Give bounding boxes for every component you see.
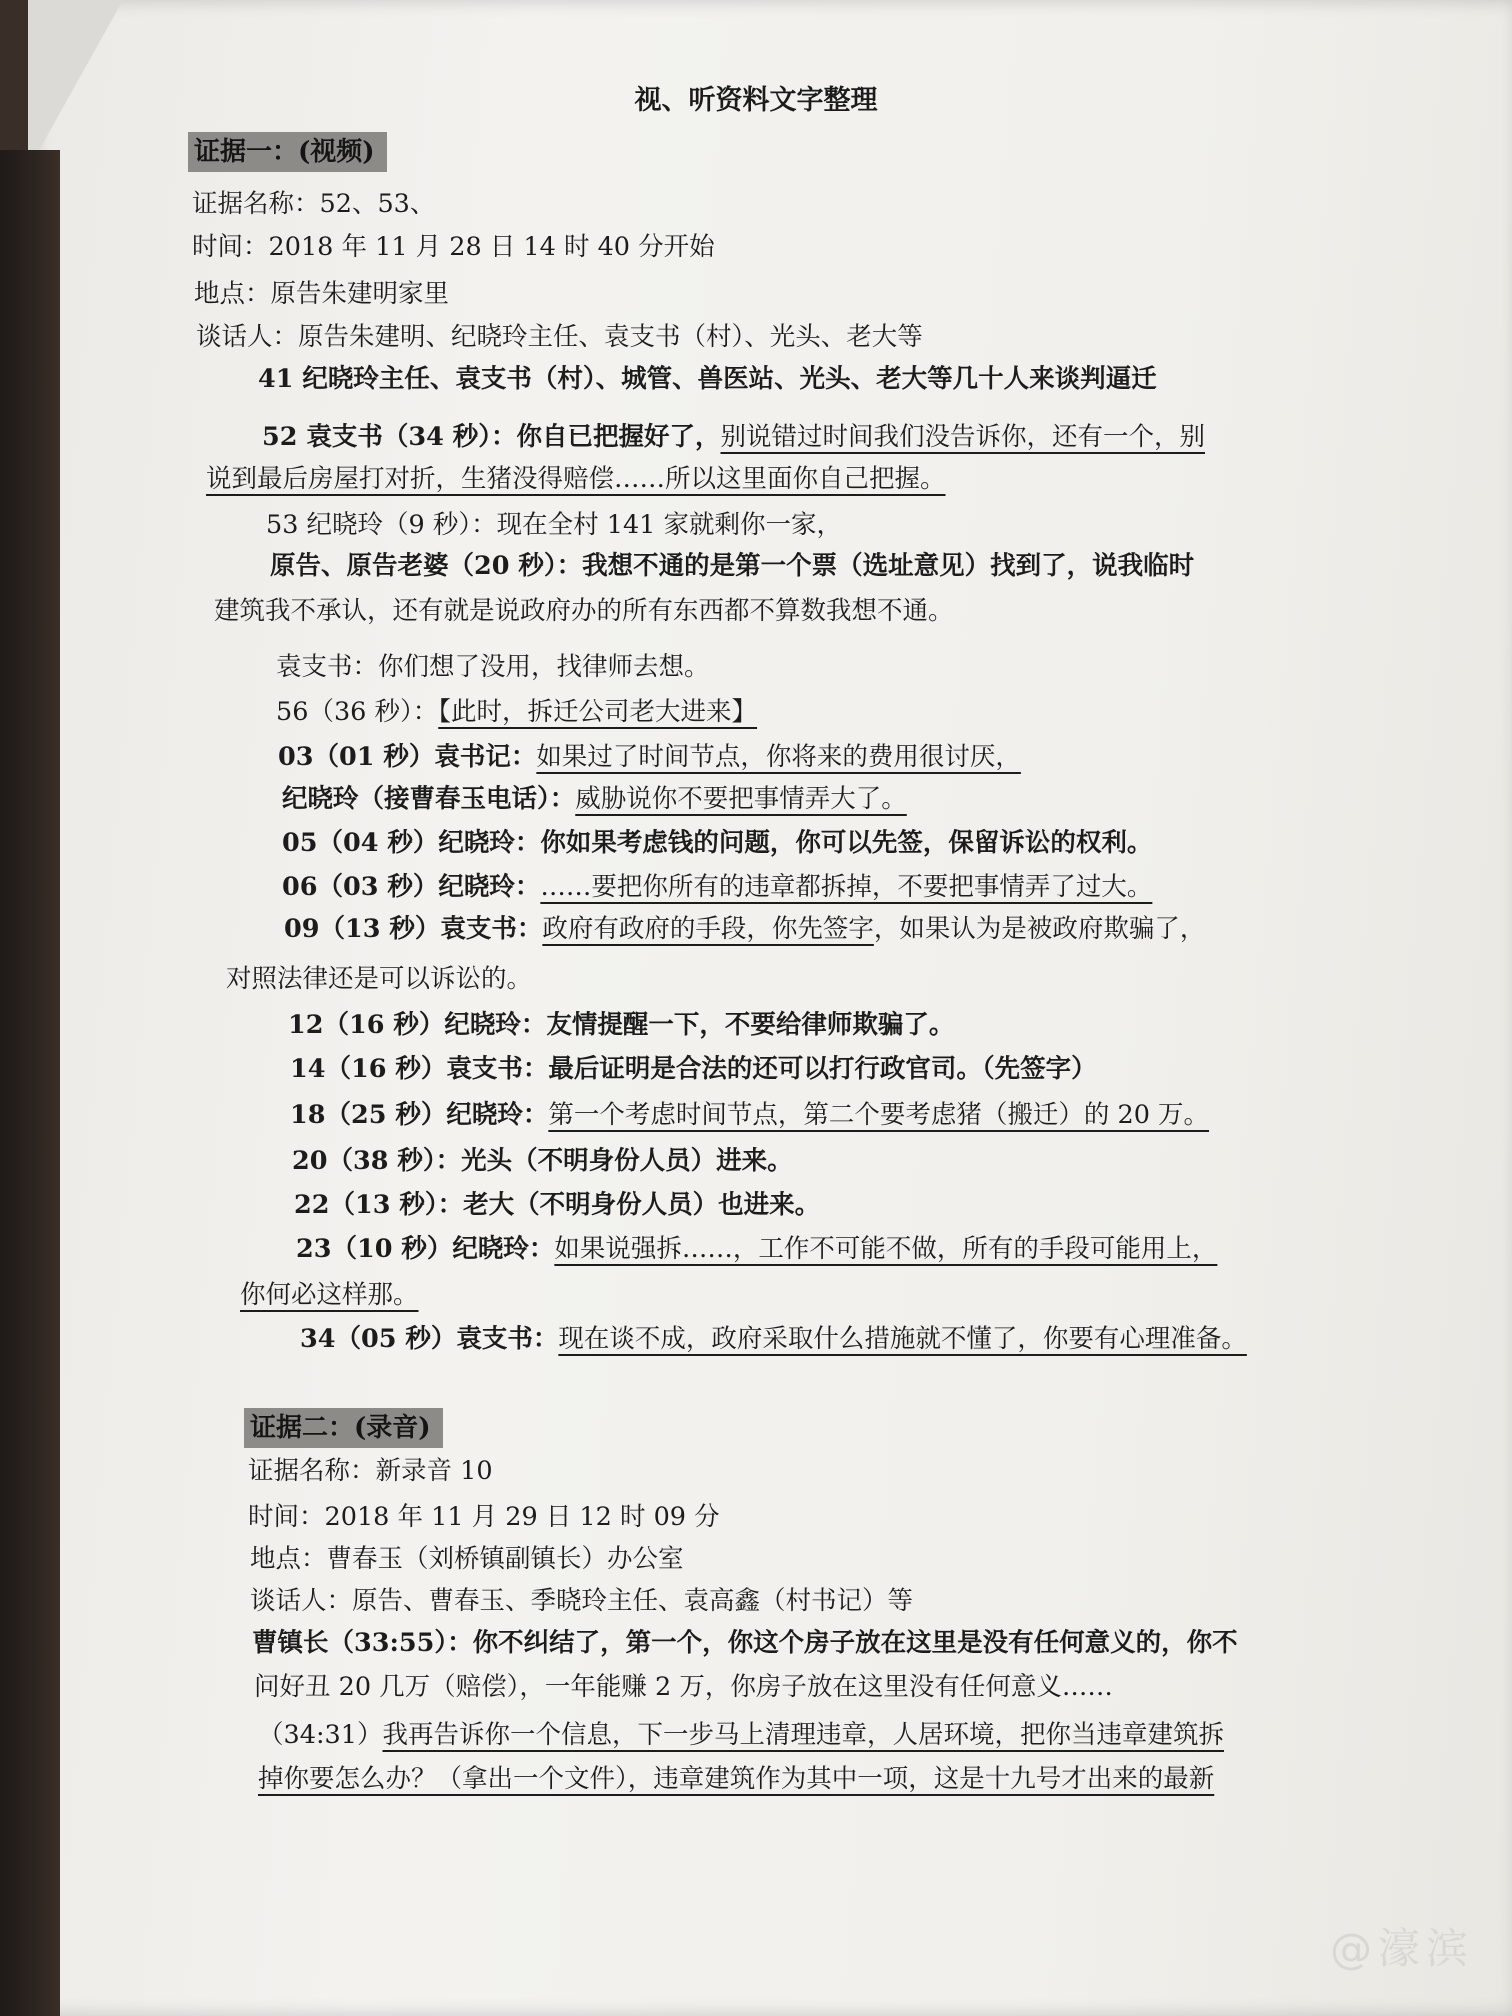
- line-09-intro: 09（13 秒）袁支书：: [284, 914, 543, 944]
- transcript-line-plaintiff: 原告、原告老婆（20 秒）：我想不通的是第一个票（选址意见）找到了，说我临时: [270, 551, 1195, 581]
- line-06-underlined: ……要把你所有的违章都拆掉，不要把事情弄了过大。: [540, 872, 1153, 902]
- evidence-2-name: 证据名称：新录音 10: [248, 1456, 493, 1486]
- recording-line-1: 曹镇长（33:55）：你不纠结了，第一个，你这个房子放在这里是没有任何意义的，你不: [252, 1628, 1238, 1658]
- line-56-intro: 56（36 秒）：: [276, 697, 439, 727]
- line-ji-call-intro: 纪晓玲（接曹春玉电话）：: [282, 784, 576, 814]
- line-ji-call-underlined: 威胁说你不要把事情弄大了。: [575, 784, 907, 814]
- line-52-underlined: 别说错过时间我们没告诉你，还有一个，别: [720, 422, 1205, 452]
- line-18-underlined: 第一个考虑时间节点，第二个要考虑猪（搬迁）的 20 万。: [548, 1100, 1210, 1130]
- transcript-line-ji-call: [282, 782, 907, 816]
- transcript-line-09: [284, 912, 1205, 946]
- line-3-time: （34:31）: [258, 1720, 383, 1750]
- transcript-line-18: [290, 1098, 1209, 1132]
- line-34-underlined: 现在谈不成，政府采取什么措施就不懂了，你要有心理准备。: [558, 1324, 1247, 1354]
- transcript-line-05: 05（04 秒）纪晓玲：你如果考虑钱的问题，你可以先签，保留诉讼的权利。: [282, 828, 1153, 858]
- transcript-line-56: [276, 695, 757, 729]
- recording-line-4: 掉你要怎么办？（拿出一个文件），违章建筑作为其中一项，这是十九号才出来的最新: [258, 1764, 1215, 1794]
- line-06-intro: 06（03 秒）纪晓玲：: [282, 872, 541, 902]
- evidence-1-header: 证据一：(视频): [188, 132, 387, 172]
- transcript-line-03: [278, 740, 1021, 774]
- line-56-underlined: 【此时，拆迁公司老大进来】: [438, 697, 758, 727]
- line-23-intro: 23（10 秒）纪晓玲：: [296, 1234, 555, 1264]
- line-18-intro: 18（25 秒）纪晓玲：: [290, 1100, 549, 1130]
- line-09-underlined: 政府有政府的手段，你先签字: [542, 914, 874, 944]
- evidence-2-time: 时间：2018 年 11 月 29 日 12 时 09 分: [248, 1502, 720, 1532]
- transcript-line-53: 53 纪晓玲（9 秒）：现在全村 141 家就剩你一家，: [266, 510, 843, 540]
- watermark: @濠滨: [1329, 1924, 1474, 1973]
- line-3-underlined: 我再告诉你一个信息，下一步马上清理违章，人居环境，把你当违章建筑拆: [382, 1720, 1225, 1750]
- transcript-line-12: 12（16 秒）纪晓玲：友情提醒一下，不要给律师欺骗了。: [288, 1010, 955, 1040]
- line-23-underlined: 如果说强拆……，工作不可能不做，所有的手段可能用上，: [554, 1234, 1218, 1264]
- transcript-line-20: 20（38 秒）：光头（不明身份人员）进来。: [292, 1146, 793, 1176]
- line-52-intro: 52 袁支书（34 秒）：你自已把握好了，: [262, 422, 721, 452]
- document-title: 视、听资料文字整理: [634, 85, 878, 116]
- evidence-1-time: 时间：2018 年 11 月 28 日 14 时 40 分开始: [192, 232, 715, 262]
- evidence-1-speakers: 谈话人：原告朱建明、纪晓玲主任、袁支书（村）、光头、老大等: [196, 322, 923, 352]
- evidence-2-speakers: 谈话人：原告、曹春玉、季晓玲主任、袁高鑫（村书记）等: [250, 1586, 914, 1616]
- page-edge-shadow: [0, 150, 60, 2016]
- transcript-line-52-cont: 说到最后房屋打对折，生猪没得赔偿……所以这里面你自己把握。: [206, 464, 946, 494]
- line-34-intro: 34（05 秒）袁支书：: [300, 1324, 559, 1354]
- line-09-rest: ，如果认为是被政府欺骗了，: [873, 914, 1206, 944]
- transcript-line-14: 14（16 秒）袁支书：最后证明是合法的还可以打行政官司。（先签字）: [290, 1054, 1097, 1084]
- evidence-1-place: 地点：原告朱建明家里: [194, 279, 450, 309]
- transcript-line-22: 22（13 秒）：老大（不明身份人员）也进来。: [294, 1190, 821, 1220]
- evidence-2-place: 地点：曹春玉（刘桥镇副镇长）办公室: [250, 1544, 684, 1574]
- recording-line-3: [258, 1718, 1224, 1752]
- transcript-line-plaintiff-cont: 建筑我不承认，还有就是说政府办的所有东西都不算数我想不通。: [214, 596, 954, 626]
- evidence-1-name: 证据名称：52、53、: [192, 189, 436, 219]
- recording-line-2: 问好丑 20 几万（赔偿），一年能赚 2 万，你房子放在这里没有任何意义……: [254, 1672, 1113, 1702]
- line-03-intro: 03（01 秒）袁书记：: [278, 742, 537, 772]
- transcript-line-09-cont: 对照法律还是可以诉讼的。: [226, 964, 533, 994]
- transcript-line-yuan: 袁支书：你们想了没用，找律师去想。: [276, 652, 710, 682]
- transcript-line-41: 41 纪晓玲主任、袁支书（村）、城管、兽医站、光头、老大等几十人来谈判逼迁: [258, 364, 1157, 394]
- transcript-line-23-cont: 你何必这样那。: [240, 1280, 419, 1310]
- transcript-line-06: [282, 870, 1152, 904]
- line-03-underlined: 如果过了时间节点，你将来的费用很讨厌，: [536, 742, 1021, 772]
- transcript-line-52: [262, 420, 1205, 454]
- transcript-line-34: [300, 1322, 1247, 1356]
- transcript-line-23: [296, 1232, 1217, 1266]
- evidence-2-header: 证据二：(录音): [244, 1408, 443, 1448]
